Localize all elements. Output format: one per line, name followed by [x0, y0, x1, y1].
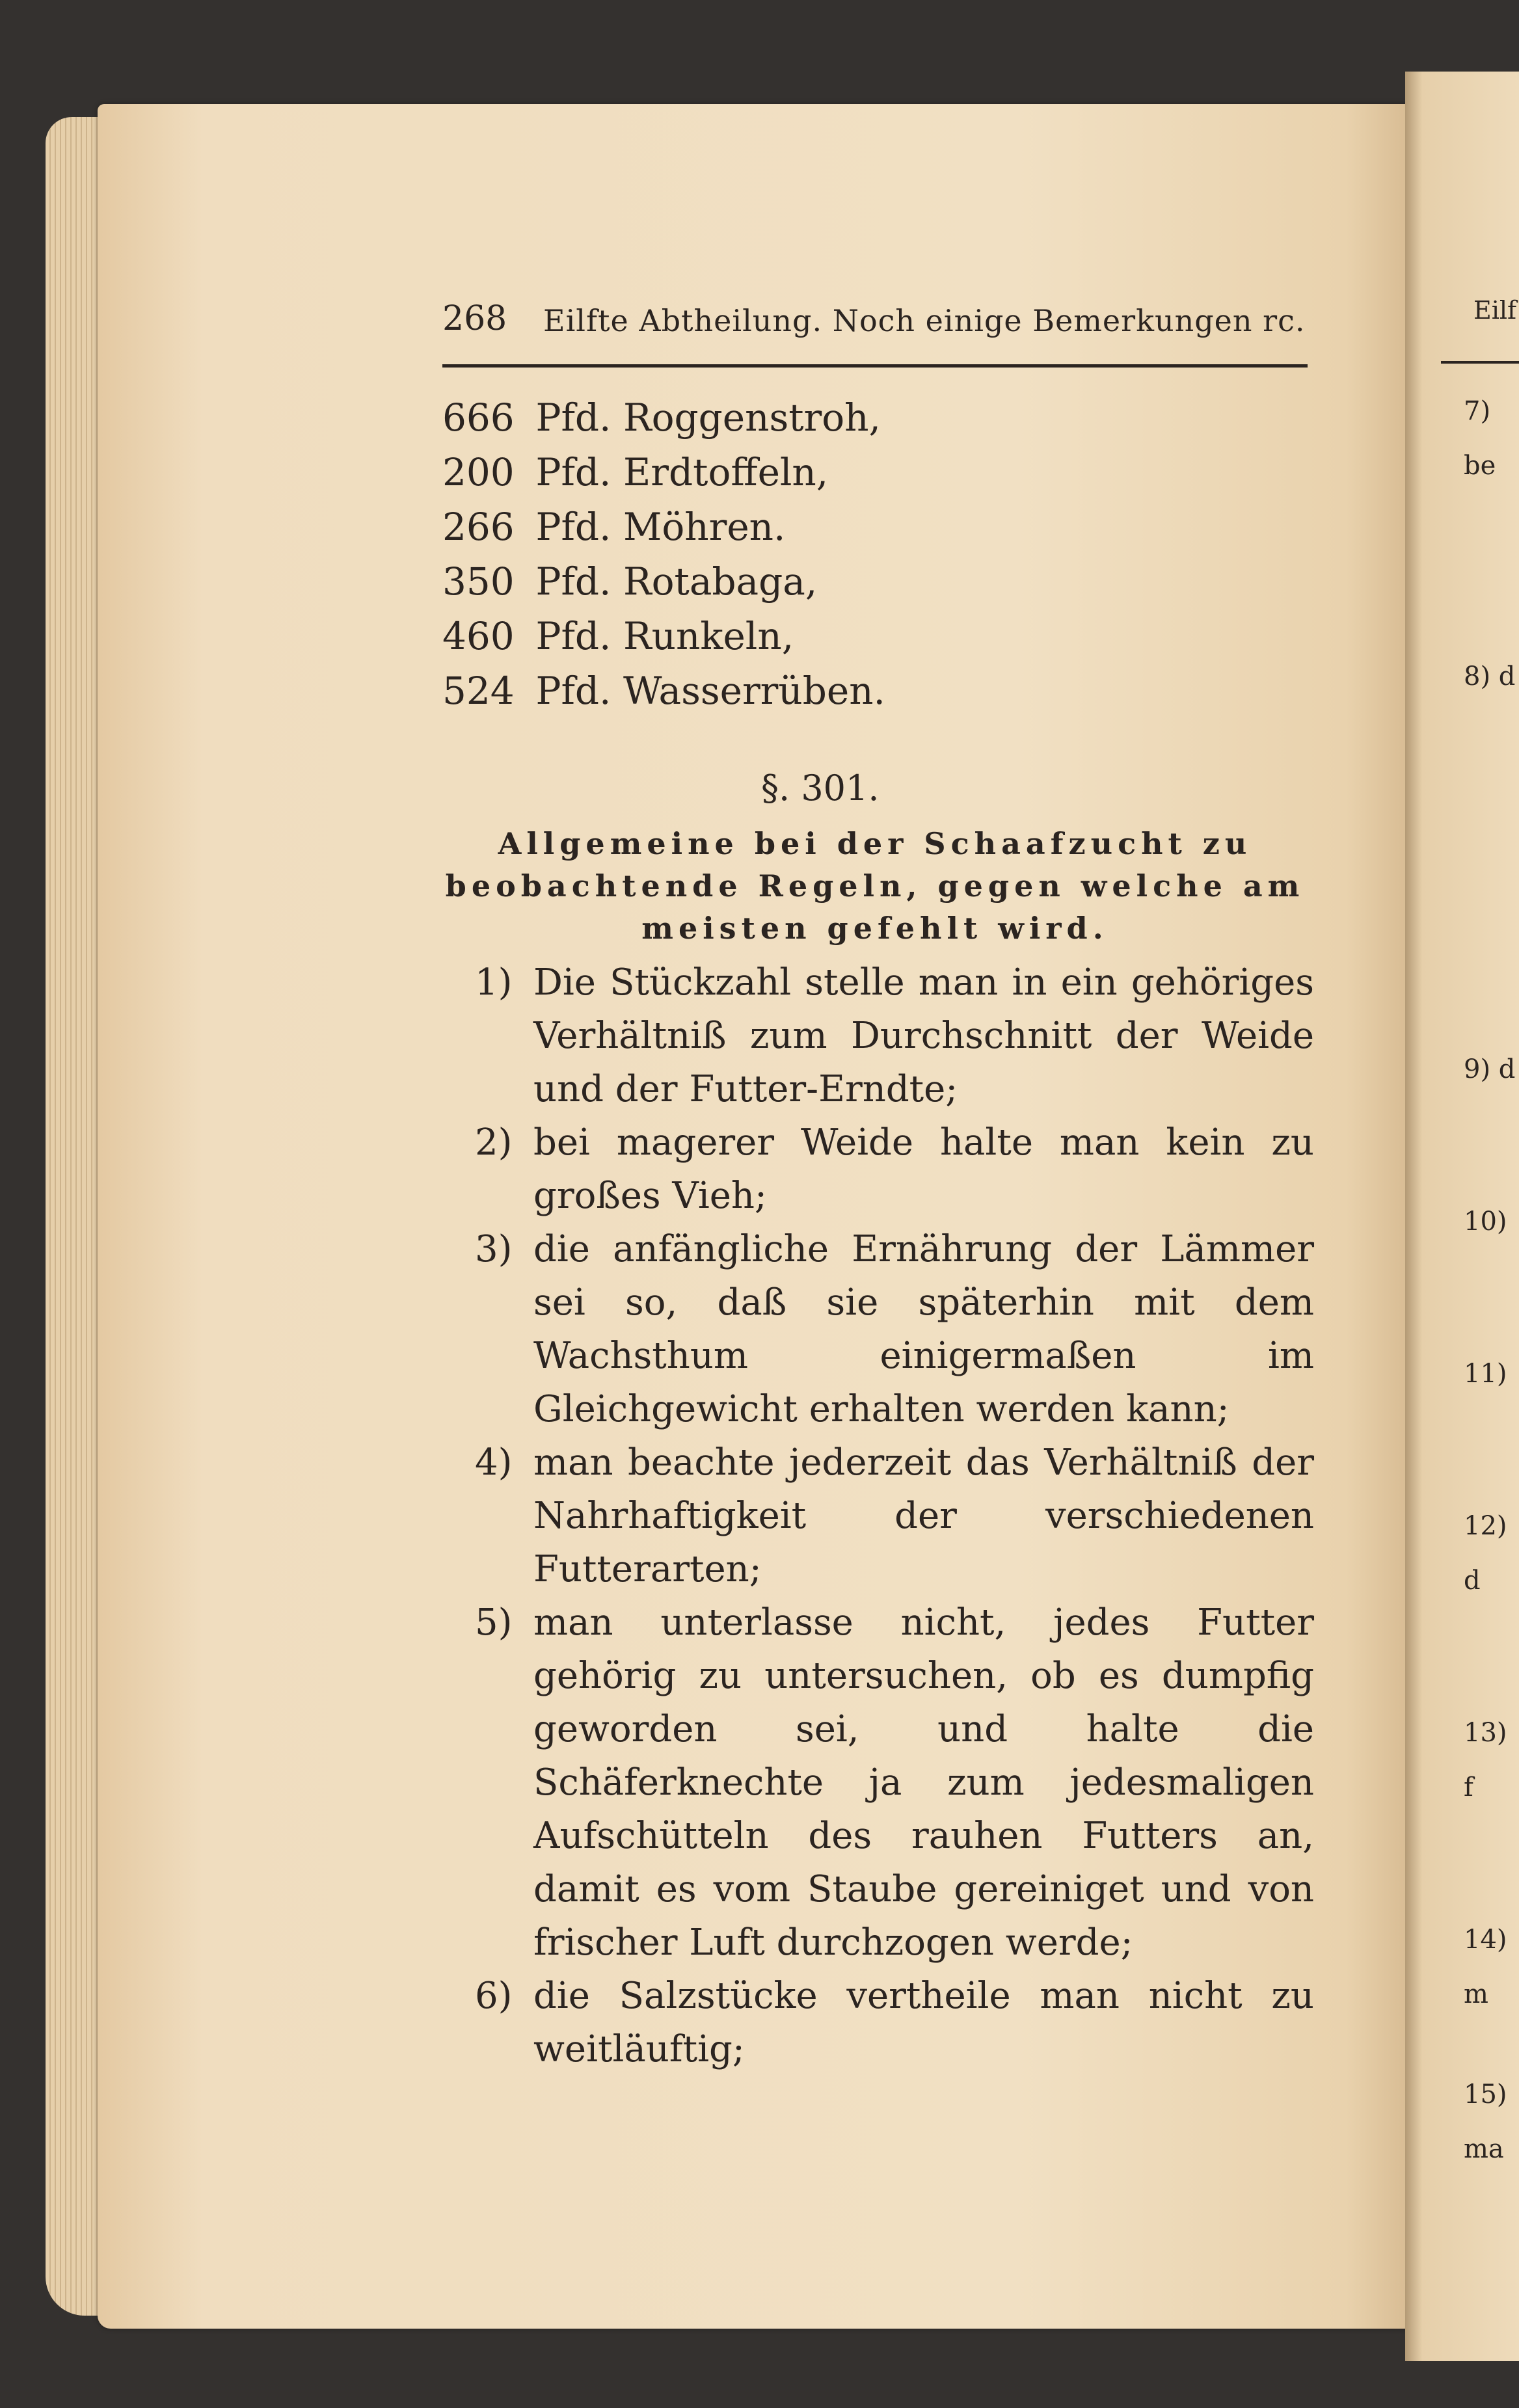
next-page-line: 9) d — [1464, 1054, 1516, 1084]
next-page-line: 14) m — [1464, 1925, 1507, 2009]
next-page-line: 13) f — [1464, 1718, 1507, 1802]
next-page-rule — [1441, 361, 1519, 364]
list-item: 666 Pfd. Roggenstroh, — [442, 395, 881, 440]
rule-item: 1) Die Stückzahl stelle man in ein gehöriges Verhältniß zum Durchschnitt der Weide und der Futter-Erndte; — [475, 961, 1314, 1110]
rule-item: 5) man unterlasse nicht, jedes Futter gehörig zu untersuchen, ob es dumpfig geworden sei, und halte die Schäferknechte ja zum jedesmaligen Aufschütteln des rauhen Futters an, damit es vom Staube gereiniget und von frischer Luft durchzogen werde; — [475, 1601, 1314, 1964]
list-item: 350 Pfd. Rotabaga, — [442, 559, 818, 604]
section-title: Allgemeine bei der Schaafzucht zu beobachtende Regeln, gegen welche am meisten gefehlt wird. — [445, 826, 1305, 946]
list-item: 460 Pfd. Runkeln, — [442, 614, 794, 658]
list-item: 524 Pfd. Wasserrüben. — [442, 669, 885, 713]
list-item: 266 Pfd. Möhren. — [442, 505, 786, 549]
rule-list — [449, 956, 1314, 2076]
next-page-line: 7) be — [1464, 396, 1496, 481]
next-page-line: 15) ma — [1464, 2080, 1507, 2164]
rule-item: 6) die Salzstücke vertheile man nicht zu weitläuftig; — [475, 1975, 1314, 2070]
rule-item: 4) man beachte jederzeit das Verhältniß der Nahrhaftigkeit der verschiedenen Futterarten; — [475, 1441, 1314, 1590]
next-page-line: 10) — [1464, 1207, 1507, 1237]
section-number: §. 301. — [761, 768, 880, 809]
page-number: 268 — [442, 299, 507, 338]
next-page-line: 12) d — [1464, 1511, 1507, 1596]
running-head: Eilfte Abtheilung. Noch einige Bemerkungen rc. — [543, 303, 1306, 338]
next-page-header: Eilf — [1473, 296, 1517, 325]
rule-item: 3) die anfängliche Ernährung der Lämmer sei so, daß sie späterhin mit dem Wachsthum einigermaßen im Gleichgewicht erhalten werden kann; — [475, 1228, 1314, 1430]
next-page-lines — [1464, 384, 1519, 2176]
rule-item: 2) bei magerer Weide halte man kein zu großes Vieh; — [475, 1121, 1314, 1217]
header-rule — [442, 364, 1308, 368]
next-page-line: 11) — [1464, 1359, 1507, 1389]
page-header — [442, 299, 1308, 345]
quantity-list — [442, 390, 885, 718]
list-item: 200 Pfd. Erdtoffeln, — [442, 450, 829, 494]
next-page-line: 8) d — [1464, 662, 1516, 691]
